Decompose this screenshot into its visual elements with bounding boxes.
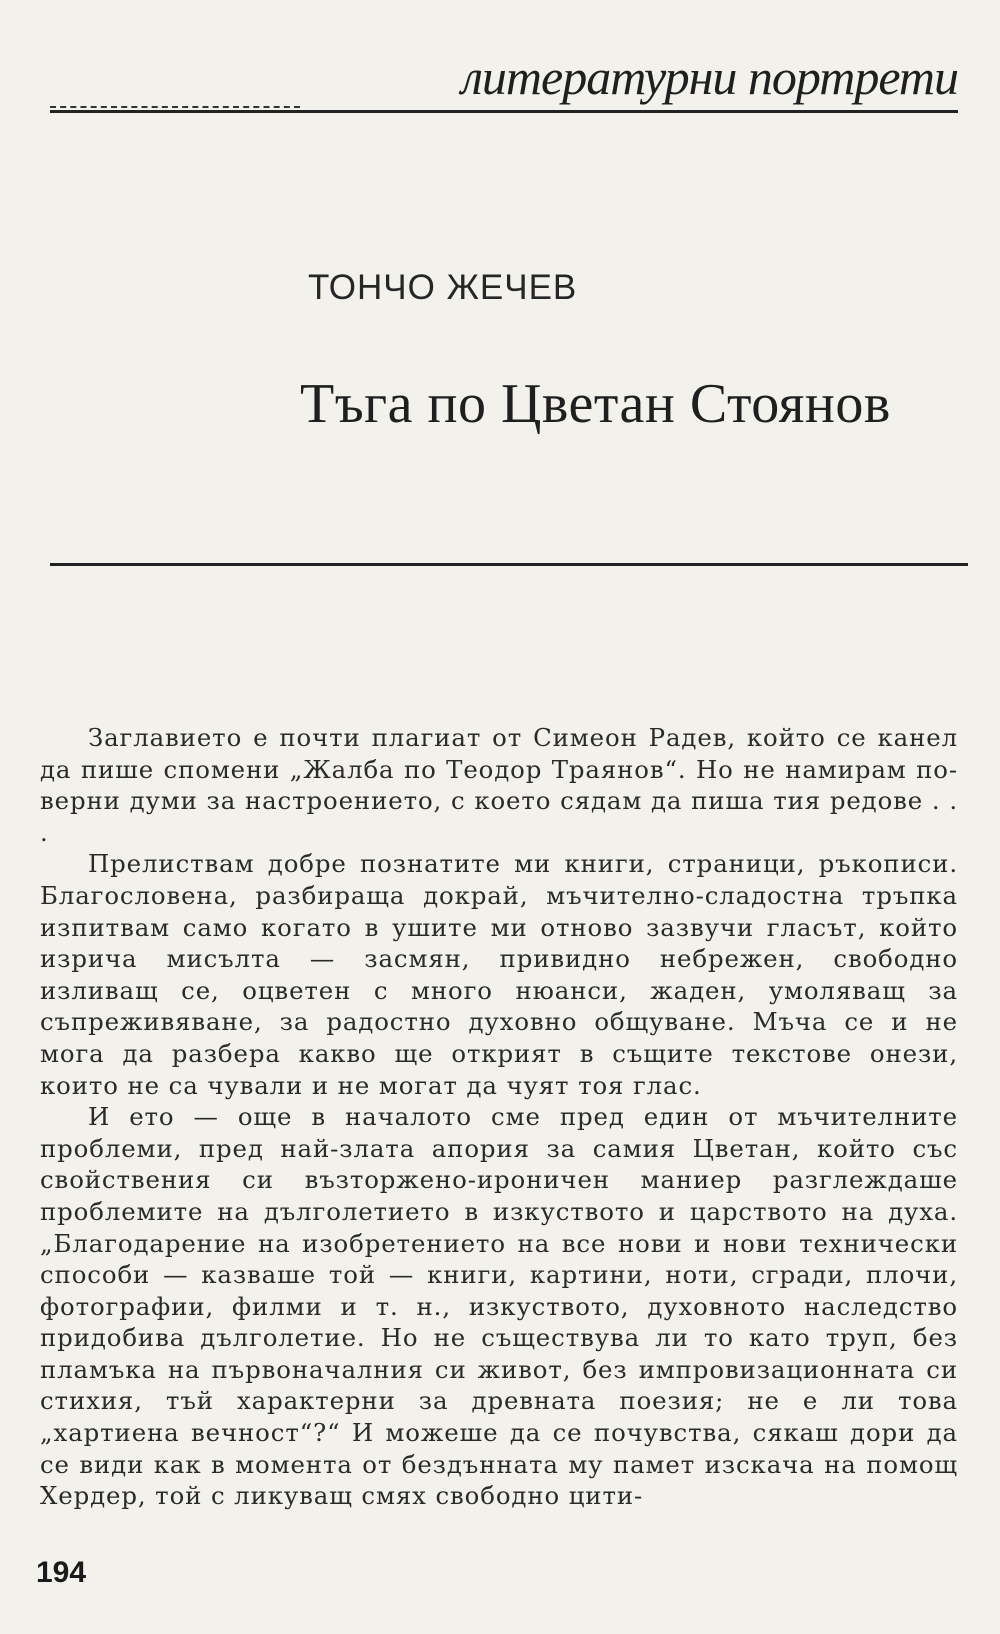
paragraph: И ето — още в началото сме пред един от мъчителните проблеми, пред най-злата апория за самия Цветан, който със свойствения си възторжено-ироничен маниер разглеждаше проблемите на дълголетието в изкуството и царството на духа. „Благодарение на изобретението на все нови и нови технически способи — казваше той — книги, картини, ноти, сгради, плочи, фотографии, филми и т. н., изкуството, духовното наследство придобива дълголетие. Но не съществува ли то като труп, без пламъка на първоначалния си живот, без импровизационната си стихия, тъй характерни за древната поезия; не е ли това „хартиена вечност“?“ И можеше да се почувства, сякаш дори да се види как в момента от бездънната му памет изскача на помощ Хердер, той с ликуващ смях свободно цити- — [40, 1102, 958, 1511]
header-rule — [50, 110, 958, 113]
article-author: ТОНЧО ЖЕЧЕВ — [308, 268, 578, 307]
paragraph: Заглавието е почти плагиат от Симеон Радев, който се канел да пише спомени „Жалба по Теодор Траянов“. Но не намирам по-верни думи за настроението, с което сядам да пиша тия редове . . . — [40, 723, 958, 847]
title-rule — [50, 563, 968, 566]
page-number: 194 — [36, 1556, 87, 1589]
section-title: литературни портрети — [461, 49, 958, 105]
section-header — [50, 48, 958, 118]
article-body — [40, 722, 958, 1512]
header-dashed-rule — [50, 106, 300, 108]
paragraph: Прелиствам добре познатите ми книги, страници, ръкописи. Благословена, разбираща докрай, мъчително-сладостна тръпка изпитвам само когато в ушите ми отново зазвучи гласът, който изрича мисълта — засмян, привидно небрежен, свободно изливащ се, оцветен с много нюанси, жаден, умоляващ за съпреживяване, за радостно духовно общуване. Мъча се и не мога да разбера какво ще открият в същите текстове онези, които не са чували и не могат да чуят тоя глас. — [40, 849, 958, 1100]
article-title: Тъга по Цветан Стоянов — [300, 373, 891, 435]
